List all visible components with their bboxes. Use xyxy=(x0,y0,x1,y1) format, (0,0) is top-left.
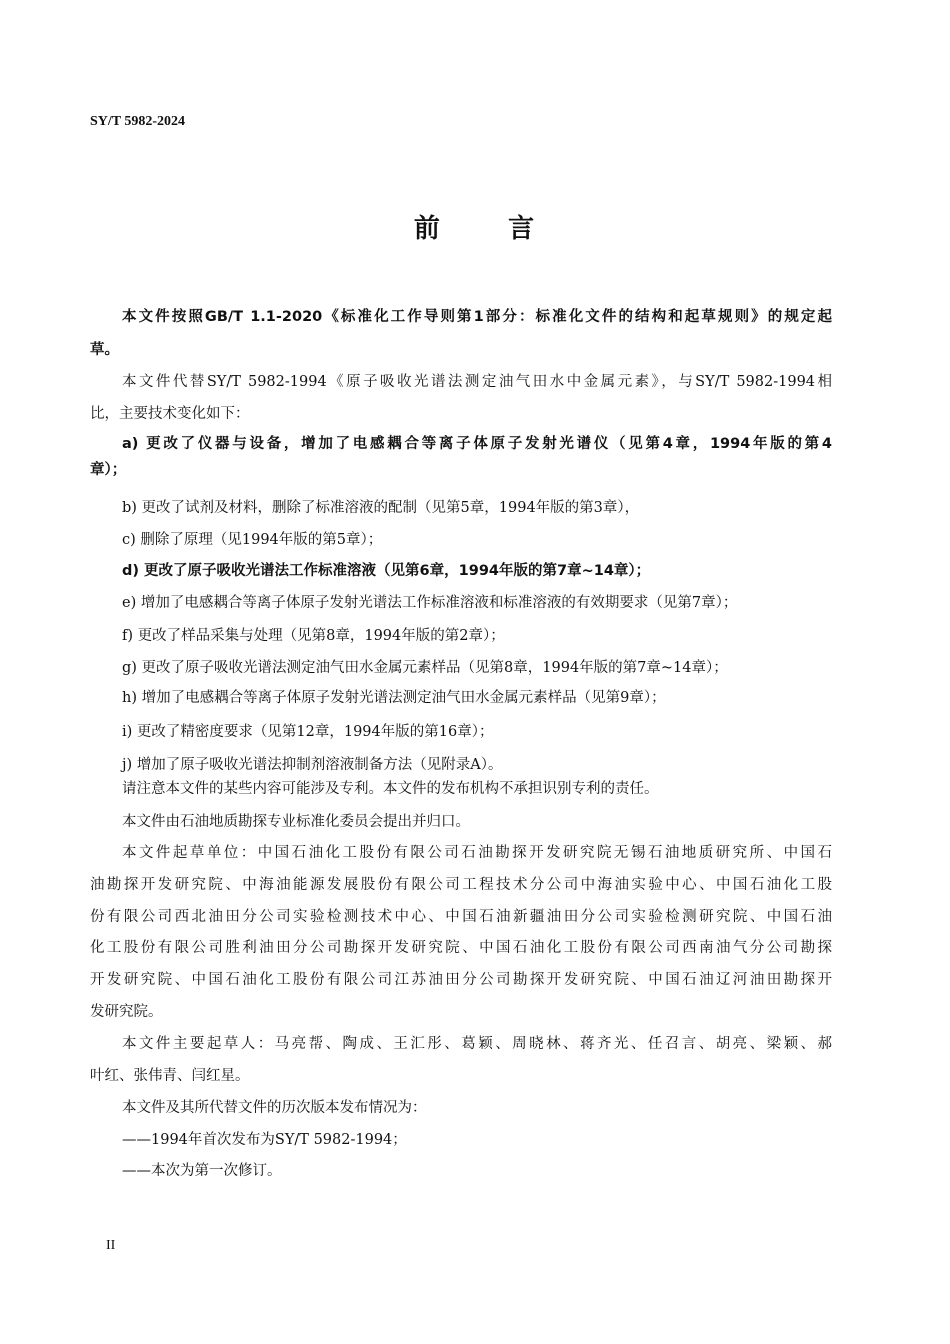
change-item-j: j) 增加了原子吸收光谱法抑制剂溶液制备方法（见附录A）。 xyxy=(122,757,503,773)
change-item-e: e) 增加了电感耦合等离子体原子发射光谱法工作标准溶液和标准溶液的有效期要求（见第7章）； xyxy=(122,595,738,611)
drafting-units-line3: 份有限公司西北油田分公司实验检测技术中心、中国石油新疆油田分公司实验检测研究院、中国石油 xyxy=(90,909,832,925)
change-item-d: d) 更改了原子吸收光谱法工作标准溶液（见第6章，1994年版的第7章~14章）； xyxy=(122,563,651,579)
change-item-b: b) 更改了试剂及材料，删除了标准溶液的配制（见第5章，1994年版的第3章）， xyxy=(122,500,640,516)
page-number: II xyxy=(106,1238,116,1253)
intro-paragraph-line2: 草。 xyxy=(90,342,119,358)
drafting-units-line5: 开发研究院、中国石油化工股份有限公司江苏油田分公司勘探开发研究院、中国石油辽河油田勘探开 xyxy=(90,972,832,988)
version-history-item-2: ——本次为第一次修订。 xyxy=(122,1163,282,1179)
change-item-a-line2: 章）； xyxy=(90,462,127,478)
change-item-h: h) 增加了电感耦合等离子体原子发射光谱法测定油气田水金属元素样品（见第9章）； xyxy=(122,690,666,706)
change-item-c: c) 删除了原理（见1994年版的第5章）； xyxy=(122,532,383,548)
drafters-line2: 叶红、张伟青、闫红星。 xyxy=(90,1068,250,1084)
change-item-g: g) 更改了原子吸收光谱法测定油气田水金属元素样品（见第8章，1994年版的第7章~14章）； xyxy=(122,660,728,676)
patent-notice: 请注意本文件的某些内容可能涉及专利。本文件的发布机构不承担识别专利的责任。 xyxy=(122,781,659,797)
drafters-line1: 本文件主要起草人：马亮帮、陶成、王汇彤、葛颖、周晓林、蒋齐光、任召言、胡亮、梁颖、郝 xyxy=(122,1036,832,1052)
drafting-units-line2: 油勘探开发研究院、中海油能源发展股份有限公司工程技术分公司中海油实验中心、中国石油化工股 xyxy=(90,877,832,893)
version-history-heading: 本文件及其所代替文件的历次版本发布情况为： xyxy=(122,1100,427,1116)
replacement-paragraph-line2: 比，主要技术变化如下： xyxy=(90,406,250,422)
drafting-units-line4: 化工股份有限公司胜利油田分公司勘探开发研究院、中国石油化工股份有限公司西南油气分公司勘探 xyxy=(90,940,832,956)
drafting-units-line6: 发研究院。 xyxy=(90,1004,163,1020)
version-history-item-1: ——1994年首次发布为SY/T 5982-1994； xyxy=(122,1132,407,1148)
change-item-f: f) 更改了样品采集与处理（见第8章，1994年版的第2章）； xyxy=(122,628,505,644)
change-item-i: i) 更改了精密度要求（见第12章，1994年版的第16章）； xyxy=(122,724,494,740)
page-title: 前 言 xyxy=(413,214,537,244)
proposal-statement: 本文件由石油地质勘探专业标准化委员会提出并归口。 xyxy=(122,814,470,830)
standard-code: SY/T 5982-2024 xyxy=(90,114,186,129)
drafting-units-line1: 本文件起草单位：中国石油化工股份有限公司石油勘探开发研究院无锡石油地质研究所、中国石 xyxy=(122,845,832,861)
intro-paragraph-line1: 本文件按照GB/T 1.1-2020《标准化工作导则第1部分：标准化文件的结构和起草规则》的规定起 xyxy=(122,309,832,325)
replacement-paragraph-line1: 本文件代替SY/T 5982-1994《原子吸收光谱法测定油气田水中金属元素》，与SY/T 5982-1994相 xyxy=(122,374,832,390)
change-item-a-line1: a) 更改了仪器与设备，增加了电感耦合等离子体原子发射光谱仪（见第4章，1994年版的第4 xyxy=(122,436,832,452)
